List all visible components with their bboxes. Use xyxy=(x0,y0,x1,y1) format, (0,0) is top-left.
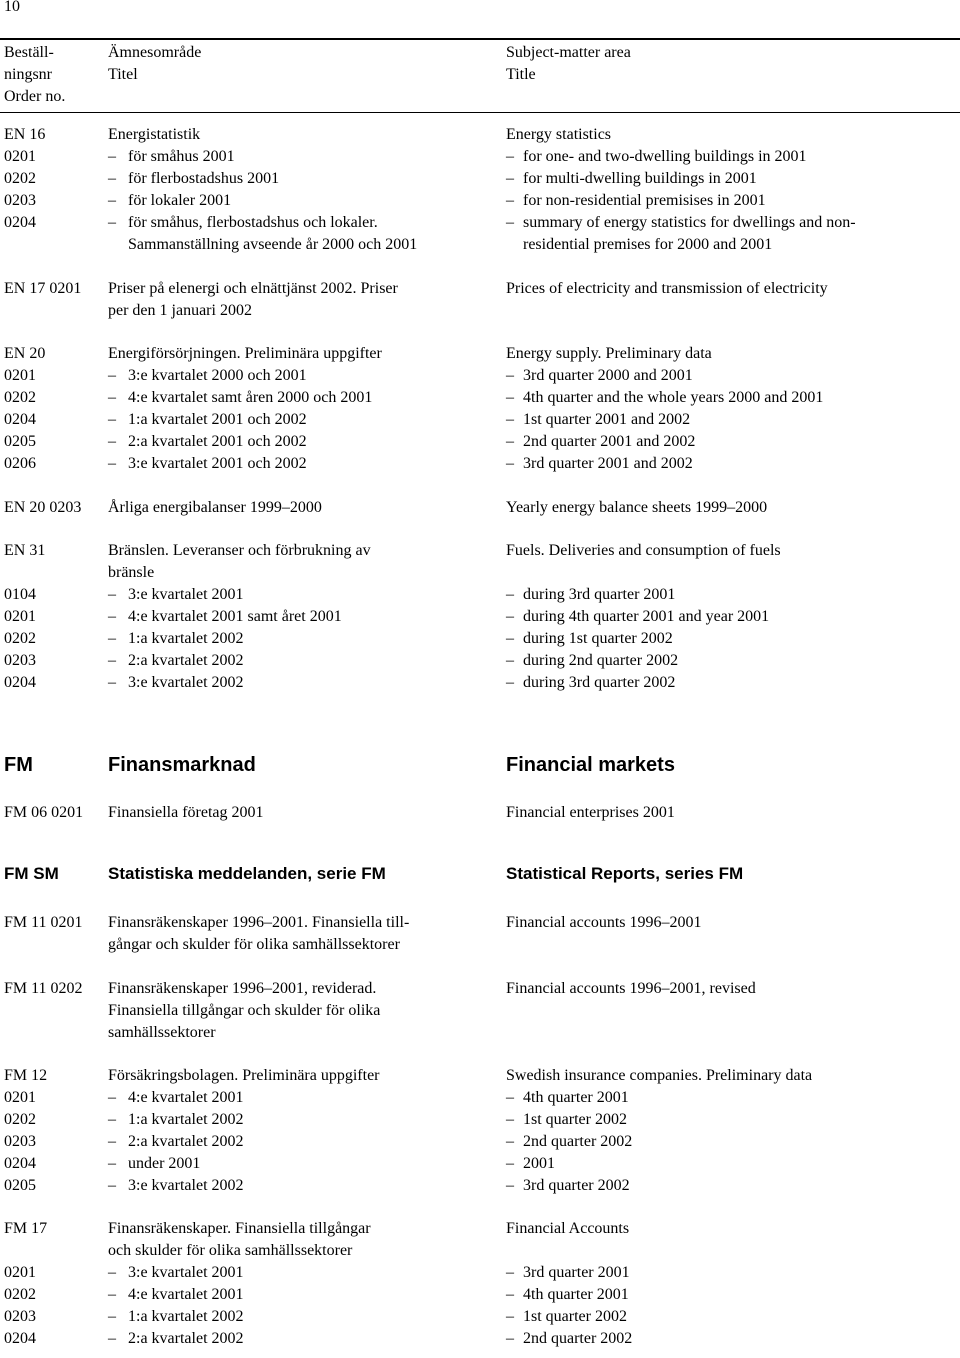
title-sv: gångar och skulder för olika samhällssektorer xyxy=(108,936,400,953)
subtitle-sv: 1:a kvartalet 2002 xyxy=(128,1308,244,1325)
order-number: 0204 xyxy=(4,1330,36,1347)
subtitle-en: during 2nd quarter 2002 xyxy=(523,652,679,669)
subtitle-en: during 3rd quarter 2001 xyxy=(523,586,676,603)
subtitle-en: for non-residential premisises in 2001 xyxy=(523,192,766,209)
dash-marker: – xyxy=(108,608,116,625)
section-title-sv: Statistiska meddelanden, serie FM xyxy=(108,864,386,883)
subtitle-en: during 3rd quarter 2002 xyxy=(523,674,676,691)
dash-marker: – xyxy=(108,433,116,450)
title-sv: och skulder för olika samhällssektorer xyxy=(108,1242,353,1259)
title-en: Financial Accounts xyxy=(506,1220,630,1237)
title-sv: Årliga energibalanser 1999–2000 xyxy=(108,499,322,516)
order-number: 0202 xyxy=(4,389,36,406)
dash-marker: – xyxy=(506,1089,514,1106)
title-en: Financial enterprises 2001 xyxy=(506,804,675,821)
dash-marker: – xyxy=(506,1308,514,1325)
order-number: EN 17 0201 xyxy=(4,280,82,297)
subtitle-en: 4th quarter 2001 xyxy=(523,1089,629,1106)
order-number: 0202 xyxy=(4,630,36,647)
subtitle-sv: 3:e kvartalet 2001 och 2002 xyxy=(128,455,307,472)
title-sv: per den 1 januari 2002 xyxy=(108,302,252,319)
dash-marker: – xyxy=(506,148,514,165)
subtitle-en: 3rd quarter 2000 and 2001 xyxy=(523,367,693,384)
dash-marker: – xyxy=(506,192,514,209)
subtitle-sv: för småhus, flerbostadshus och lokaler. xyxy=(128,214,378,231)
dash-marker: – xyxy=(108,411,116,428)
subtitle-sv: 2:a kvartalet 2002 xyxy=(128,1133,244,1150)
dash-marker: – xyxy=(506,214,514,231)
order-number: FM 11 0202 xyxy=(4,980,83,997)
section-code: FM SM xyxy=(4,864,59,883)
subtitle-en: 2nd quarter 2001 and 2002 xyxy=(523,433,696,450)
order-number: 0205 xyxy=(4,1177,36,1194)
order-number: 0204 xyxy=(4,411,36,428)
title-en: Energy statistics xyxy=(506,126,612,143)
order-number: FM 17 xyxy=(4,1220,48,1237)
subtitle-en: summary of energy statistics for dwellings and non- xyxy=(523,214,856,231)
order-number: 0201 xyxy=(4,148,36,165)
subtitle-sv: 2:a kvartalet 2001 och 2002 xyxy=(128,433,307,450)
subtitle-sv: 1:a kvartalet 2002 xyxy=(128,630,244,647)
order-number: EN 20 0203 xyxy=(4,499,82,516)
dash-marker: – xyxy=(506,433,514,450)
order-number: EN 16 xyxy=(4,126,46,143)
subtitle-en: 4th quarter 2001 xyxy=(523,1286,629,1303)
dash-marker: – xyxy=(506,455,514,472)
subtitle-en: 4th quarter and the whole years 2000 and 2001 xyxy=(523,389,824,406)
subtitle-en: 1st quarter 2002 xyxy=(523,1308,627,1325)
order-number: 0201 xyxy=(4,1264,36,1281)
subtitle-en: 3rd quarter 2002 xyxy=(523,1177,630,1194)
order-number: 0205 xyxy=(4,433,36,450)
subtitle-en: 1st quarter 2001 and 2002 xyxy=(523,411,691,428)
order-number: 0201 xyxy=(4,608,36,625)
top-rule xyxy=(0,38,960,40)
dash-marker: – xyxy=(506,586,514,603)
title-en: Prices of electricity and transmission of electricity xyxy=(506,280,828,297)
order-number: 0203 xyxy=(4,1308,36,1325)
title-sv: bränsle xyxy=(108,564,155,581)
dash-marker: – xyxy=(506,1155,514,1172)
subtitle-sv: för småhus 2001 xyxy=(128,148,235,165)
subtitle-en: 2nd quarter 2002 xyxy=(523,1330,633,1347)
subtitle-en: for multi-dwelling buildings in 2001 xyxy=(523,170,757,187)
title-sv: Energiförsörjningen. Preliminära uppgifter xyxy=(108,345,382,362)
dash-marker: – xyxy=(506,1133,514,1150)
subtitle-sv: för flerbostadshus 2001 xyxy=(128,170,280,187)
subtitle-sv: 3:e kvartalet 2002 xyxy=(128,1177,244,1194)
dash-marker: – xyxy=(108,1177,116,1194)
subtitle-sv: 3:e kvartalet 2000 och 2001 xyxy=(128,367,307,384)
dash-marker: – xyxy=(506,630,514,647)
title-en: Energy supply. Preliminary data xyxy=(506,345,712,362)
section-title-en: Financial markets xyxy=(506,754,675,776)
section-code: FM xyxy=(4,754,33,776)
subtitle-sv: 3:e kvartalet 2002 xyxy=(128,674,244,691)
dash-marker: – xyxy=(506,367,514,384)
subtitle-en: during 4th quarter 2001 and year 2001 xyxy=(523,608,770,625)
subtitle-en: during 1st quarter 2002 xyxy=(523,630,673,647)
subtitle-en: 2001 xyxy=(523,1155,555,1172)
header-rule xyxy=(0,112,960,113)
subtitle-en: residential premises for 2000 and 2001 xyxy=(523,236,773,253)
title-sv: Försäkringsbolagen. Preliminära uppgifter xyxy=(108,1067,380,1084)
dash-marker: – xyxy=(506,608,514,625)
order-number: 0201 xyxy=(4,367,36,384)
dash-marker: – xyxy=(108,586,116,603)
header-subject-sv: Ämnesområde Titel xyxy=(108,44,202,83)
dash-marker: – xyxy=(506,1111,514,1128)
title-sv: Priser på elenergi och elnättjänst 2002. Priser xyxy=(108,280,398,297)
dash-marker: – xyxy=(108,367,116,384)
subtitle-sv: Sammanställning avseende år 2000 och 2001 xyxy=(128,236,418,253)
title-en: Yearly energy balance sheets 1999–2000 xyxy=(506,499,768,516)
order-number: EN 31 xyxy=(4,542,46,559)
dash-marker: – xyxy=(108,1155,116,1172)
dash-marker: – xyxy=(506,652,514,669)
order-number: 0204 xyxy=(4,214,36,231)
dash-marker: – xyxy=(108,1264,116,1281)
subtitle-sv: 3:e kvartalet 2001 xyxy=(128,1264,244,1281)
page-number: 10 xyxy=(4,0,20,15)
dash-marker: – xyxy=(108,455,116,472)
dash-marker: – xyxy=(108,1111,116,1128)
order-number: 0203 xyxy=(4,192,36,209)
order-number: 0204 xyxy=(4,1155,36,1172)
dash-marker: – xyxy=(108,652,116,669)
dash-marker: – xyxy=(506,411,514,428)
dash-marker: – xyxy=(506,1286,514,1303)
dash-marker: – xyxy=(108,214,116,231)
order-number: 0202 xyxy=(4,1286,36,1303)
dash-marker: – xyxy=(108,192,116,209)
title-sv: samhällssektorer xyxy=(108,1024,216,1041)
subtitle-sv: under 2001 xyxy=(128,1155,201,1172)
dash-marker: – xyxy=(108,1286,116,1303)
dash-marker: – xyxy=(108,1089,116,1106)
dash-marker: – xyxy=(506,389,514,406)
order-number: FM 06 0201 xyxy=(4,804,84,821)
title-sv: Bränslen. Leveranser och förbrukning av xyxy=(108,542,371,559)
dash-marker: – xyxy=(108,630,116,647)
subtitle-sv: 4:e kvartalet 2001 xyxy=(128,1286,244,1303)
title-sv: Finansräkenskaper. Finansiella tillgångar xyxy=(108,1220,371,1237)
subtitle-sv: 2:a kvartalet 2002 xyxy=(128,652,244,669)
order-number: 0202 xyxy=(4,170,36,187)
subtitle-en: for one- and two-dwelling buildings in 2001 xyxy=(523,148,807,165)
dash-marker: – xyxy=(108,1330,116,1347)
order-number: 0206 xyxy=(4,455,36,472)
dash-marker: – xyxy=(108,148,116,165)
subtitle-en: 2nd quarter 2002 xyxy=(523,1133,633,1150)
order-number: 0104 xyxy=(4,586,36,603)
title-sv: Finansräkenskaper 1996–2001, reviderad. xyxy=(108,980,377,997)
order-number: FM 12 xyxy=(4,1067,48,1084)
order-number: 0203 xyxy=(4,652,36,669)
title-en: Swedish insurance companies. Preliminary data xyxy=(506,1067,813,1084)
dash-marker: – xyxy=(108,1133,116,1150)
header-order-no: Beställ- ningsnr Order no. xyxy=(4,44,66,105)
title-sv: Finansiella tillgångar och skulder för olika xyxy=(108,1002,381,1019)
order-number: 0204 xyxy=(4,674,36,691)
subtitle-sv: 4:e kvartalet samt åren 2000 och 2001 xyxy=(128,389,373,406)
subtitle-sv: 1:a kvartalet 2001 och 2002 xyxy=(128,411,307,428)
dash-marker: – xyxy=(506,170,514,187)
section-title-en: Statistical Reports, series FM xyxy=(506,864,744,883)
order-number: FM 11 0201 xyxy=(4,914,83,931)
dash-marker: – xyxy=(108,389,116,406)
order-number: 0201 xyxy=(4,1089,36,1106)
order-number: 0203 xyxy=(4,1133,36,1150)
dash-marker: – xyxy=(506,1177,514,1194)
dash-marker: – xyxy=(108,674,116,691)
subtitle-sv: 4:e kvartalet 2001 xyxy=(128,1089,244,1106)
title-sv: Finansräkenskaper 1996–2001. Finansiella till- xyxy=(108,914,410,931)
subtitle-sv: 1:a kvartalet 2002 xyxy=(128,1111,244,1128)
subtitle-en: 1st quarter 2002 xyxy=(523,1111,627,1128)
title-en: Fuels. Deliveries and consumption of fuels xyxy=(506,542,781,559)
header-subject-en: Subject-matter area Title xyxy=(506,44,631,83)
dash-marker: – xyxy=(108,170,116,187)
dash-marker: – xyxy=(506,1330,514,1347)
title-en: Financial accounts 1996–2001, revised xyxy=(506,980,756,997)
title-sv: Finansiella företag 2001 xyxy=(108,804,264,821)
dash-marker: – xyxy=(506,674,514,691)
section-title-sv: Finansmarknad xyxy=(108,754,256,776)
title-sv: Energistatistik xyxy=(108,126,201,143)
subtitle-sv: 2:a kvartalet 2002 xyxy=(128,1330,244,1347)
dash-marker: – xyxy=(108,1308,116,1325)
order-number: EN 20 xyxy=(4,345,46,362)
order-number: 0202 xyxy=(4,1111,36,1128)
subtitle-sv: 3:e kvartalet 2001 xyxy=(128,586,244,603)
subtitle-sv: för lokaler 2001 xyxy=(128,192,232,209)
title-en: Financial accounts 1996–2001 xyxy=(506,914,702,931)
subtitle-en: 3rd quarter 2001 xyxy=(523,1264,630,1281)
dash-marker: – xyxy=(506,1264,514,1281)
subtitle-en: 3rd quarter 2001 and 2002 xyxy=(523,455,693,472)
subtitle-sv: 4:e kvartalet 2001 samt året 2001 xyxy=(128,608,342,625)
